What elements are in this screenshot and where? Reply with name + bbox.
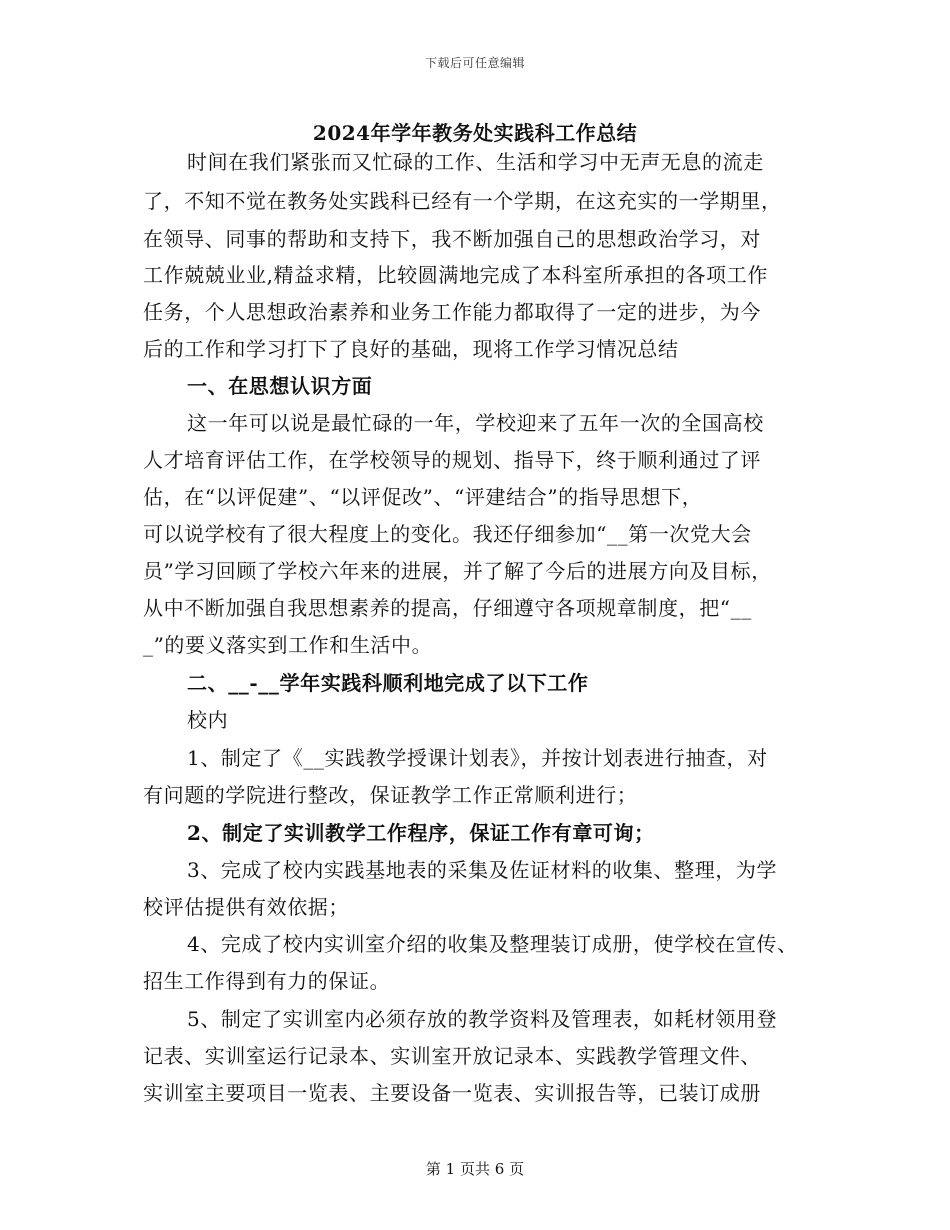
list-item-line: 3、完成了校内实践基地表的采集及佐证材料的收集、整理，为学 [187, 858, 778, 882]
document-title: 2024年学年教务处实践科工作总结 [312, 121, 638, 145]
list-item-line: 记表、实训室运行记录本、实训室开放记录本、实践教学管理文件、 [143, 1044, 761, 1068]
download-note: 下载后可任意编辑 [424, 56, 525, 70]
list-item-line: 有问题的学院进行整改，保证教学工作正常顺利进行； [143, 783, 638, 807]
paragraph-line: 任务，个人思想政治素养和业务工作能力都取得了一定的进步，为今 [143, 300, 761, 324]
page-number: 第 1 页共 6 页 [425, 1160, 525, 1178]
paragraph-line: _”的要义落实到工作和生活中。 [143, 633, 433, 657]
list-item-line: 实训室主要项目一览表、主要设备一览表、实训报告等，已装订成册 [143, 1081, 761, 1105]
section-heading: 二、__-__学年实践科顺利地完成了以下工作 [187, 671, 589, 695]
paragraph-line: 了，不知不觉在教务处实践科已经有一个学期，在这充实的一学期里， [143, 189, 782, 213]
subsection-label: 校内 [187, 708, 229, 732]
paragraph-line: 时间在我们紧张而又忙碌的工作、生活和学习中无声无息的流走 [187, 150, 764, 174]
list-item-line: 1、制定了《__实践教学授课计划表》，并按计划表进行抽查，对 [187, 746, 768, 770]
paragraph-line: 后的工作和学习打下了良好的基础，现将工作学习情况总结 [143, 337, 679, 361]
paragraph-line: 这一年可以说是最忙碌的一年，学校迎来了五年一次的全国高校 [187, 411, 764, 435]
list-item-line: 招生工作得到有力的保证。 [143, 969, 391, 993]
paragraph-line: 可以说学校有了很大程度上的变化。我还仔细参加“__第一次党大会 [143, 522, 752, 546]
section-heading: 一、在思想认识方面 [187, 374, 373, 398]
paragraph-line: 员”学习回顾了学校六年来的进展，并了解了今后的进展方向及目标， [143, 559, 772, 583]
list-item-line: 5、制定了实训室内必须存放的教学资料及管理表，如耗材领用登 [187, 1007, 778, 1031]
paragraph-line: 估，在“以评促建”、“以评促改”、“评建结合”的指导思想下， [143, 485, 703, 509]
list-item-line: 4、完成了校内实训室介绍的收集及整理装订成册，使学校在宣传、 [187, 932, 798, 956]
paragraph-line: 在领导、同事的帮助和支持下，我不断加强自己的思想政治学习，对 [143, 227, 761, 251]
paragraph-line: 从中不断加强自我思想素养的提高，仔细遵守各项规章制度，把“__ [143, 596, 752, 620]
list-item-line: 校评估提供有效依据； [143, 895, 349, 919]
paragraph-line: 人才培育评估工作，在学校领导的规划、指导下，终于顺利通过了评 [143, 448, 761, 472]
paragraph-line: 工作兢兢业业,精益求精，比较圆满地完成了本科室所承担的各项工作 [143, 263, 768, 287]
list-item-line: 2、制定了实训教学工作程序，保证工作有章可询； [187, 821, 655, 845]
